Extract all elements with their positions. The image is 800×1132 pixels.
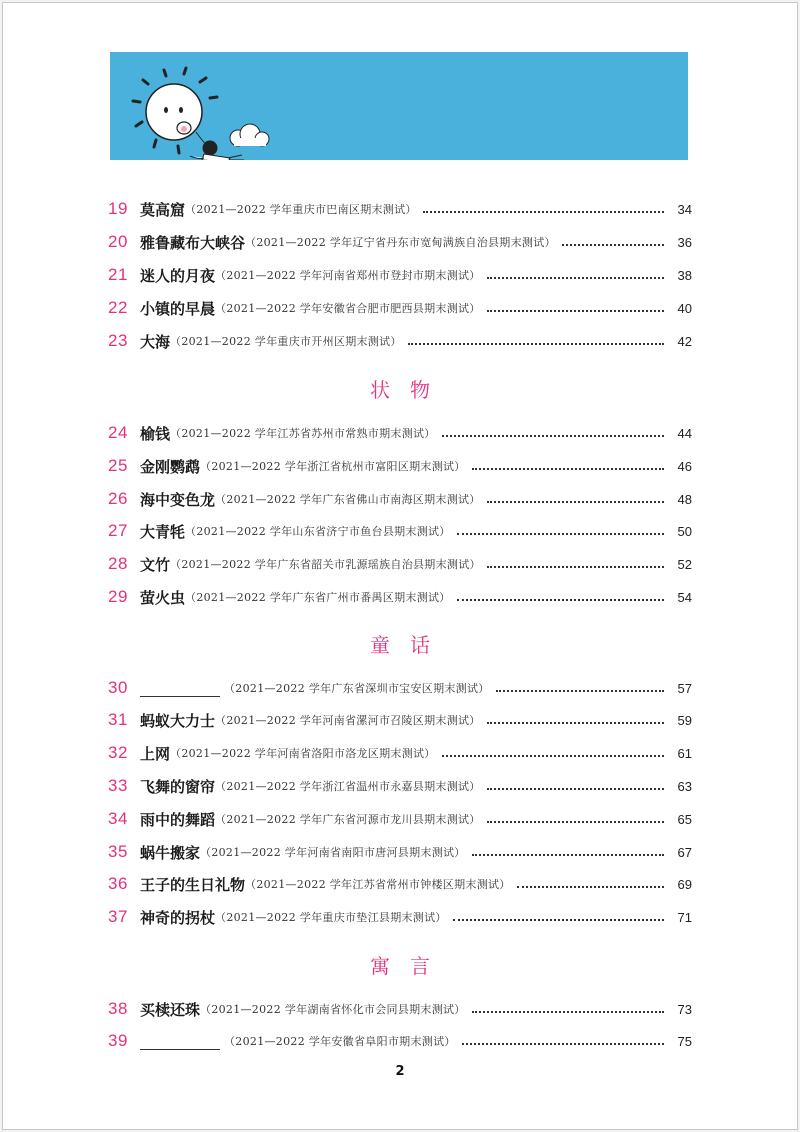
leader-dots	[487, 722, 664, 724]
leader-dots	[442, 435, 664, 437]
entry-number: 25	[108, 456, 128, 475]
entry-number: 34	[108, 809, 128, 828]
entry-source: （2021—2022 学年河南省郑州市登封市期末测试）	[215, 269, 481, 282]
entry-source: （2021—2022 学年重庆市垫江县期末测试）	[215, 911, 447, 924]
leader-dots	[408, 343, 664, 345]
leader-dots	[457, 533, 664, 535]
leader-dots	[472, 854, 664, 856]
entry-number: 36	[108, 874, 128, 893]
entry-title: 大海	[140, 332, 171, 351]
entry-title: 萤火虫	[140, 588, 186, 607]
entry-number: 30	[108, 678, 128, 697]
toc-entry[interactable]	[108, 996, 692, 1022]
entry-source: （2021—2022 学年广东省河源市龙川县期末测试）	[215, 813, 481, 826]
entry-number: 39	[108, 1031, 128, 1050]
entry-source: （2021—2022 学年山东省济宁市鱼台县期末测试）	[185, 525, 451, 538]
toc-entry[interactable]	[108, 453, 692, 479]
entry-page: 40	[677, 300, 692, 316]
title-blank-line	[140, 1033, 220, 1050]
entry-title: 雅鲁藏布大峡谷	[140, 233, 246, 252]
entry-title: 上网	[140, 744, 171, 763]
section-heading-yuyan: 寓言	[370, 954, 450, 978]
entry-page: 67	[677, 844, 692, 860]
entry-number: 21	[108, 265, 128, 284]
entry-page: 54	[677, 589, 692, 605]
entry-source: （2021—2022 学年河南省南阳市唐河县期末测试）	[200, 846, 466, 859]
toc-entry[interactable]	[108, 740, 692, 766]
entry-source: （2021—2022 学年广东省深圳市宝安区期末测试）	[224, 682, 490, 695]
entry-title: 小镇的早晨	[140, 299, 216, 318]
leader-dots	[442, 755, 664, 757]
entry-source: （2021—2022 学年江苏省常州市钟楼区期末测试）	[245, 878, 511, 891]
entry-number: 20	[108, 232, 128, 251]
leader-dots	[487, 310, 664, 312]
leader-dots	[423, 211, 664, 213]
entry-title: 迷人的月夜	[140, 266, 216, 285]
toc-entry[interactable]	[108, 262, 692, 288]
entry-number: 19	[108, 199, 128, 218]
entry-page: 46	[677, 458, 692, 474]
entry-title: 飞舞的窗帘	[140, 777, 216, 796]
leader-dots	[487, 277, 664, 279]
entry-number: 26	[108, 489, 128, 508]
entry-page: 42	[677, 333, 692, 349]
leader-dots	[562, 244, 664, 246]
entry-number: 24	[108, 423, 128, 442]
section-heading-tonghua: 童话	[370, 633, 450, 657]
entry-number: 31	[108, 710, 128, 729]
entry-number: 27	[108, 521, 128, 540]
entry-source: （2021—2022 学年广东省广州市番禺区期末测试）	[185, 591, 451, 604]
entry-page: 59	[677, 712, 692, 728]
entry-number: 32	[108, 743, 128, 762]
toc-entry[interactable]	[108, 420, 692, 446]
entry-title: 蚂蚁大力士	[140, 711, 216, 730]
sun-kid-illustration	[110, 52, 688, 160]
entry-source: （2021—2022 学年重庆市巴南区期末测试）	[185, 203, 417, 216]
entry-title: 蜗牛搬家	[140, 843, 201, 862]
entry-page: 52	[677, 556, 692, 572]
entry-source: （2021—2022 学年广东省韶关市乳源瑶族自治县期末测试）	[170, 558, 481, 571]
section-heading-zhuangwu: 状物	[370, 378, 450, 402]
entry-title: 榆钱	[140, 424, 171, 443]
entry-page: 69	[677, 876, 692, 892]
toc-entry[interactable]	[108, 551, 692, 577]
toc-entry[interactable]	[108, 1028, 692, 1054]
entry-title: 买椟还珠	[140, 1000, 201, 1019]
entry-number: 33	[108, 776, 128, 795]
leader-dots	[487, 788, 664, 790]
entry-number: 22	[108, 298, 128, 317]
leader-dots	[487, 821, 664, 823]
toc-entry[interactable]	[108, 584, 692, 610]
toc-entry[interactable]	[108, 806, 692, 832]
entry-title: 王子的生日礼物	[140, 875, 246, 894]
entry-number: 38	[108, 999, 128, 1018]
entry-page: 75	[677, 1033, 692, 1049]
entry-title: 雨中的舞蹈	[140, 810, 216, 829]
leader-dots	[472, 1011, 664, 1013]
toc-entry[interactable]	[108, 518, 692, 544]
entry-page: 48	[677, 491, 692, 507]
entry-page: 57	[677, 680, 692, 696]
entry-source: （2021—2022 学年重庆市开州区期末测试）	[170, 335, 402, 348]
toc-entry[interactable]	[108, 839, 692, 865]
entry-page: 73	[677, 1001, 692, 1017]
entry-source: （2021—2022 学年河南省洛阳市洛龙区期末测试）	[170, 747, 436, 760]
leader-dots	[517, 886, 664, 888]
entry-page: 36	[677, 234, 692, 250]
leader-dots	[496, 690, 664, 692]
entry-number: 28	[108, 554, 128, 573]
entry-source: （2021—2022 学年浙江省杭州市富阳区期末测试）	[200, 460, 466, 473]
entry-title: 神奇的拐杖	[140, 908, 216, 927]
entry-number: 37	[108, 907, 128, 926]
toc-entry[interactable]	[108, 904, 692, 930]
entry-number: 35	[108, 842, 128, 861]
toc-entry[interactable]	[108, 871, 692, 897]
entry-page: 50	[677, 523, 692, 539]
entry-source: （2021—2022 学年江苏省苏州市常熟市期末测试）	[170, 427, 436, 440]
entry-page: 61	[677, 745, 692, 761]
toc-entry[interactable]	[108, 707, 692, 733]
title-blank-line	[140, 680, 220, 697]
header-banner	[110, 52, 688, 160]
entry-page: 65	[677, 811, 692, 827]
leader-dots	[472, 468, 664, 470]
entry-source: （2021—2022 学年辽宁省丹东市宽甸满族自治县期末测试）	[245, 236, 556, 249]
entry-page: 71	[677, 909, 692, 925]
leader-dots	[462, 1043, 664, 1045]
leader-dots	[457, 599, 664, 601]
leader-dots	[487, 501, 664, 503]
page-number: 2	[395, 1064, 405, 1079]
entry-title: 金刚鹦鹉	[140, 457, 201, 476]
entry-page: 34	[677, 201, 692, 217]
entry-title: 文竹	[140, 555, 171, 574]
entry-page: 38	[677, 267, 692, 283]
toc-entry[interactable]	[108, 229, 692, 255]
entry-source: （2021—2022 学年河南省漯河市召陵区期末测试）	[215, 714, 481, 727]
leader-dots	[487, 566, 664, 568]
leader-dots	[453, 919, 664, 921]
entry-source: （2021—2022 学年安徽省合肥市肥西县期末测试）	[215, 302, 481, 315]
entry-source: （2021—2022 学年安徽省阜阳市期末测试）	[224, 1035, 456, 1048]
entry-number: 23	[108, 331, 128, 350]
toc-entry[interactable]	[108, 486, 692, 512]
toc-entry[interactable]	[108, 773, 692, 799]
entry-page: 63	[677, 778, 692, 794]
entry-title: 海中变色龙	[140, 490, 216, 509]
toc-entry[interactable]	[108, 295, 692, 321]
toc-entry[interactable]	[108, 675, 692, 701]
entry-source: （2021—2022 学年浙江省温州市永嘉县期末测试）	[215, 780, 481, 793]
entry-number: 29	[108, 587, 128, 606]
entry-page: 44	[677, 425, 692, 441]
entry-title: 大青牦	[140, 522, 186, 541]
entry-source: （2021—2022 学年湖南省怀化市会同县期末测试）	[200, 1003, 466, 1016]
toc-entry[interactable]	[108, 328, 692, 354]
entry-title: 莫高窟	[140, 200, 186, 219]
entry-source: （2021—2022 学年广东省佛山市南海区期末测试）	[215, 493, 481, 506]
toc-entry[interactable]	[108, 196, 692, 222]
